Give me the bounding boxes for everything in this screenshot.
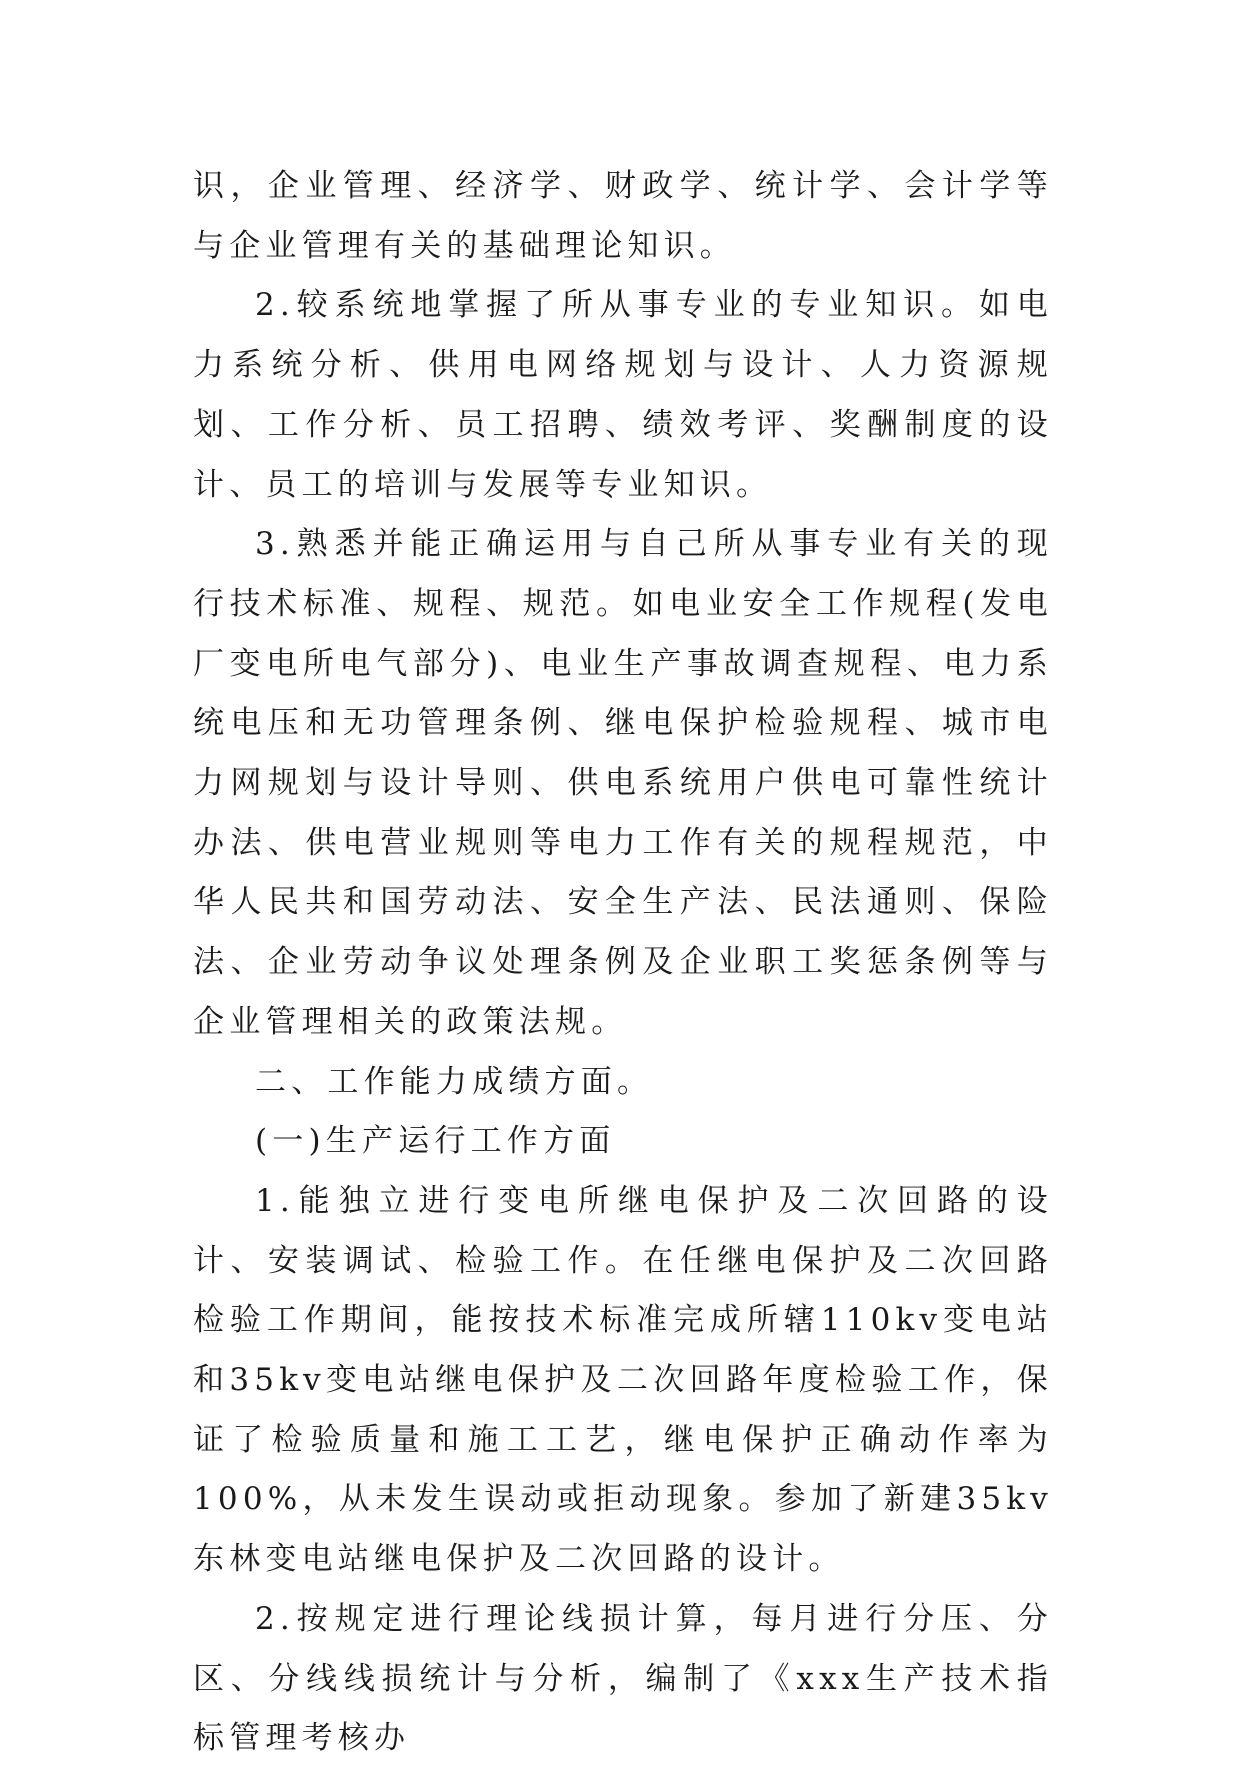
paragraph-item-2-professional-knowledge: 2.较系统地掌握了所从事专业的专业知识。如电力系统分析、供用电网络规划与设计、人力资源规划、工作分析、员工招聘、绩效考评、奖酬制度的设计、员工的培训与发展等专业知识。 bbox=[193, 287, 1053, 503]
section-heading-work-ability: 二、工作能力成绩方面。 bbox=[255, 1063, 654, 1100]
document-body bbox=[193, 157, 1053, 1769]
paragraph-item-1-relay-protection: 1.能独立进行变电所继电保护及二次回路的设计、安装调试、检验工作。在任继电保护及二次回路检验工作期间，能按技术标准完成所辖110kv变电站和35kv变电站继电保护及二次回路年度检验工作，保证了检验质量和施工工艺，继电保护正确动作率为100%，从未发生误动或拒动现象。参加了新建35kv东林变电站继电保护及二次回路的设计。 bbox=[193, 1182, 1053, 1578]
paragraph-item-3-standards-regulations: 3.熟悉并能正确运用与自己所从事专业有关的现行技术标准、规程、规范。如电业安全工作规程(发电厂变电所电气部分)、电业生产事故调查规程、电力系统电压和无功管理条例、继电保护检验规程、城市电力网规划与设计导则、供电系统用户供电可靠性统计办法、供电营业规则等电力工作有关的规程规范，中华人民共和国劳动法、安全生产法、民法通则、保险法、企业劳动争议处理条例及企业职工奖惩条例等与企业管理相关的政策法规。 bbox=[193, 526, 1053, 1040]
paragraph-item-2-line-loss: 2.按规定进行理论线损计算，每月进行分压、分区、分线线损统计与分析，编制了《xxx生产技术指标管理考核办 bbox=[193, 1600, 1053, 1757]
subsection-heading-production-operation: (一)生产运行工作方面 bbox=[255, 1123, 616, 1160]
paragraph-continuation: 识，企业管理、经济学、财政学、统计学、会计学等与企业管理有关的基础理论知识。 bbox=[193, 168, 1053, 264]
